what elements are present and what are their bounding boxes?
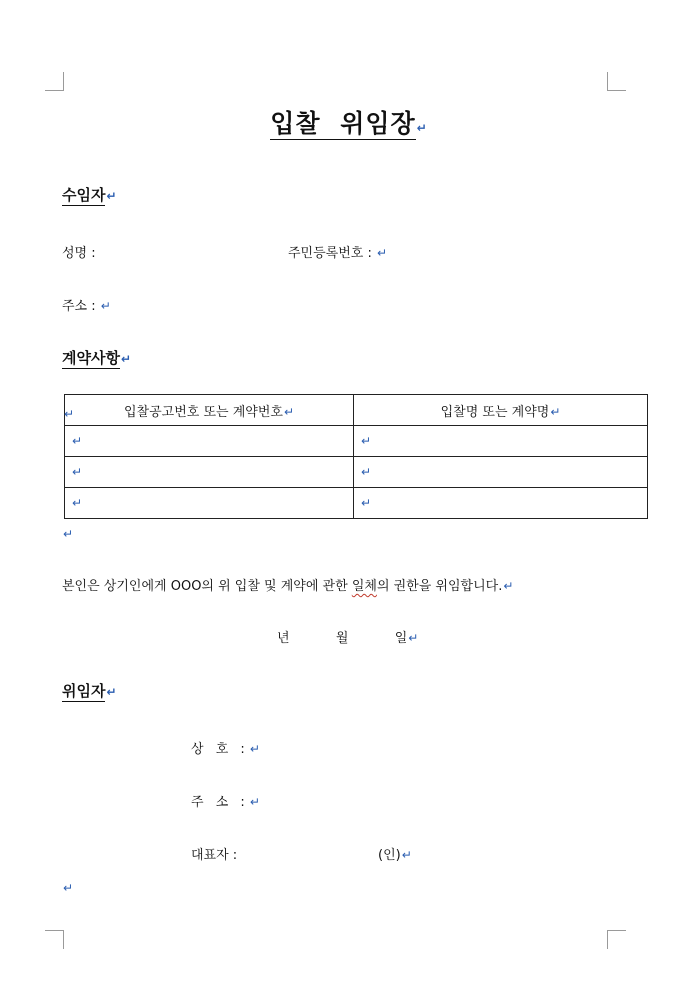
paragraph-mark-icon: ↵ (377, 246, 388, 260)
column-header-contract-name: 입찰명 또는 계약명 (440, 404, 550, 420)
crop-mark-top-right (607, 72, 626, 91)
grantee-rrn-field[interactable] (288, 242, 387, 261)
paragraph-mark-icon: ↵ (361, 464, 372, 479)
table-row (65, 457, 648, 488)
seal-field[interactable] (378, 844, 412, 863)
paragraph-mark-icon: ↵ (72, 433, 83, 448)
date-line[interactable] (277, 627, 418, 646)
grantor-company-label: 상 호 : (191, 742, 245, 757)
grantor-representative-label: 대표자 : (191, 848, 238, 863)
contract-heading: 계약사항↵ (62, 349, 132, 367)
paragraph-mark-icon: ↵ (408, 631, 419, 645)
paragraph-mark-icon: ↵ (63, 527, 74, 541)
spellcheck-flagged-word: 일체 (351, 579, 377, 594)
paragraph-mark-icon: ↵ (64, 407, 75, 421)
grantor-heading: 위임자↵ (62, 682, 117, 700)
grantor-representative-field[interactable] (191, 844, 237, 863)
contract-table (64, 394, 648, 519)
table-cell[interactable] (354, 488, 648, 519)
date-year-label: 년 (277, 631, 290, 646)
document-title (0, 104, 698, 140)
grantor-company-field[interactable] (191, 738, 260, 757)
table-header-row (65, 395, 648, 426)
crop-mark-bottom-left (45, 930, 64, 949)
paragraph-mark-icon: ↵ (100, 299, 111, 313)
table-cell[interactable] (354, 457, 648, 488)
crop-mark-bottom-right (607, 930, 626, 949)
paragraph-mark-icon: ↵ (416, 121, 428, 135)
grantor-address-label: 주 소 : (191, 795, 245, 810)
date-month-label: 월 (335, 631, 349, 646)
empty-paragraph (62, 881, 73, 896)
paragraph-mark-icon: ↵ (120, 352, 132, 366)
table-row (65, 426, 648, 457)
grantee-rrn-label: 주민등록번호 : (288, 246, 372, 261)
crop-mark-top-left (45, 72, 64, 91)
paragraph-mark-icon: ↵ (361, 495, 372, 510)
seal-label: (인) (378, 848, 401, 863)
paragraph-mark-icon: ↵ (249, 742, 260, 756)
grantee-name-field[interactable] (62, 242, 96, 261)
paragraph-mark-icon: ↵ (401, 848, 412, 862)
table-cell[interactable] (65, 457, 354, 488)
table-header-cell (354, 395, 648, 426)
paragraph-mark-icon: ↵ (63, 881, 74, 895)
table-row (65, 488, 648, 519)
table-cell[interactable] (354, 426, 648, 457)
grantee-heading: 수임자↵ (62, 186, 117, 204)
delegation-statement: 본인은 상기인에게 OOO의 위 입찰 및 계약에 관한 일체의 권한을 위임합니다.↵ (62, 579, 514, 594)
title-text: 입찰 위임장 (270, 109, 416, 138)
paragraph-mark-icon: ↵ (106, 685, 117, 699)
grantee-name-label: 성명 : (62, 246, 96, 261)
table-cell[interactable] (65, 488, 354, 519)
paragraph-mark-icon: ↵ (283, 404, 295, 419)
grantor-address-field[interactable] (191, 791, 260, 810)
paragraph-mark-icon: ↵ (361, 433, 372, 448)
empty-paragraph (62, 527, 73, 542)
grantee-address-field[interactable] (62, 295, 111, 314)
paragraph-mark-icon: ↵ (503, 579, 514, 593)
paragraph-mark-icon: ↵ (106, 189, 117, 203)
table-cell[interactable] (65, 426, 354, 457)
paragraph-mark-icon: ↵ (249, 795, 260, 809)
date-day-label: 일 (394, 631, 408, 646)
paragraph-mark-icon: ↵ (72, 495, 83, 510)
table-header-cell (65, 395, 354, 426)
paragraph-mark-icon: ↵ (550, 404, 561, 419)
column-header-contract-number: 입찰공고번호 또는 계약번호 (123, 404, 283, 420)
grantee-address-label: 주소 : (62, 299, 96, 314)
paragraph-mark-icon: ↵ (72, 464, 83, 479)
